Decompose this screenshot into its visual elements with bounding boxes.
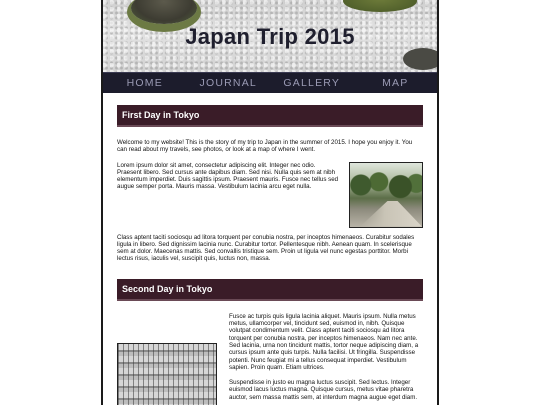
section-first-day — [117, 105, 423, 271]
nav-journal-link[interactable]: JOURNAL — [199, 77, 257, 89]
header-banner — [103, 0, 437, 72]
nav-map-link[interactable]: MAP — [382, 77, 409, 89]
tree-path-photo — [349, 162, 423, 228]
main-content — [103, 93, 437, 405]
photo-trees — [350, 169, 422, 201]
sake-barrels-photo — [117, 343, 217, 405]
body-paragraph: Lorem ipsum dolor sit amet, consectetur adipiscing elit. Integer nec odio. Praesent libero. Sed cursus ante dapibus diam. Sed nisi. Nulla quis sem at nibh elementum imperdiet. Duis sagittis ipsum. Praesent mauris. Fusce nec tellus sed augue semper porta. Mauris massa. Vestibulum lacinia arcu eget nulla. — [117, 161, 339, 191]
body-paragraph: Class aptent taciti sociosqu ad litora torquent per conubia nostra, per inceptos himenaeos. Curabitur sodales ligula in libero. Sed dignissim lacinia nunc. Curabitur tortor. Pellentesque nibh. Aenean quam. In scelerisque sem at dolor. Maecenas mattis. Sed convallis tristique sem. Proin ut ligula vel nunc egestas porttitor. Morbi lectus risus, iaculis vel, suscipit quis, luctus non, massa. — [117, 233, 415, 263]
main-nav — [103, 72, 437, 93]
section-second-day — [117, 279, 423, 405]
page-container — [101, 0, 439, 405]
section-heading: Second Day in Tokyo — [117, 279, 423, 301]
banner-moss-image — [343, 0, 417, 12]
banner-rock-image — [131, 0, 197, 24]
body-paragraph: Fusce ac turpis quis ligula lacinia aliquet. Mauris ipsum. Nulla metus metus, ullamcorper vel, tincidunt sed, euismod in, nibh. Quisque volutpat condimentum velit. Class aptent taciti sociosqu ad litora torquent per conubia nostra, per inceptos himenaeos. Nam nec ante. Sed lacinia, urna non tincidunt mattis, tortor neque adipiscing diam, a cursus ipsum ante quis turpis. Nulla facilisi. Ut fringilla. Suspendisse potenti. Nunc feugiat mi a tellus consequat imperdiet. Vestibulum sapien. Proin quam. Etiam ultrices. — [229, 312, 419, 371]
site-title: Japan Trip 2015 — [185, 24, 355, 49]
nav-gallery-link[interactable]: GALLERY — [283, 77, 341, 89]
section-heading: First Day in Tokyo — [117, 105, 423, 127]
intro-paragraph: Welcome to my website! This is the story of my trip to Japan in the summer of 2015. I hope you enjoy it. You can read about my travels, see photos, or look at a map of where I went. — [117, 139, 413, 154]
banner-stone-image — [403, 48, 437, 70]
body-paragraph: Suspendisse in justo eu magna luctus suscipit. Sed lectus. Integer euismod lacus luctus magna. Quisque cursus, metus vitae pharetra auctor, sem massa mattis sem, at interdum magna augue eget diam. — [229, 379, 418, 401]
nav-home-link[interactable]: HOME — [126, 77, 163, 89]
photo-path — [360, 201, 422, 227]
